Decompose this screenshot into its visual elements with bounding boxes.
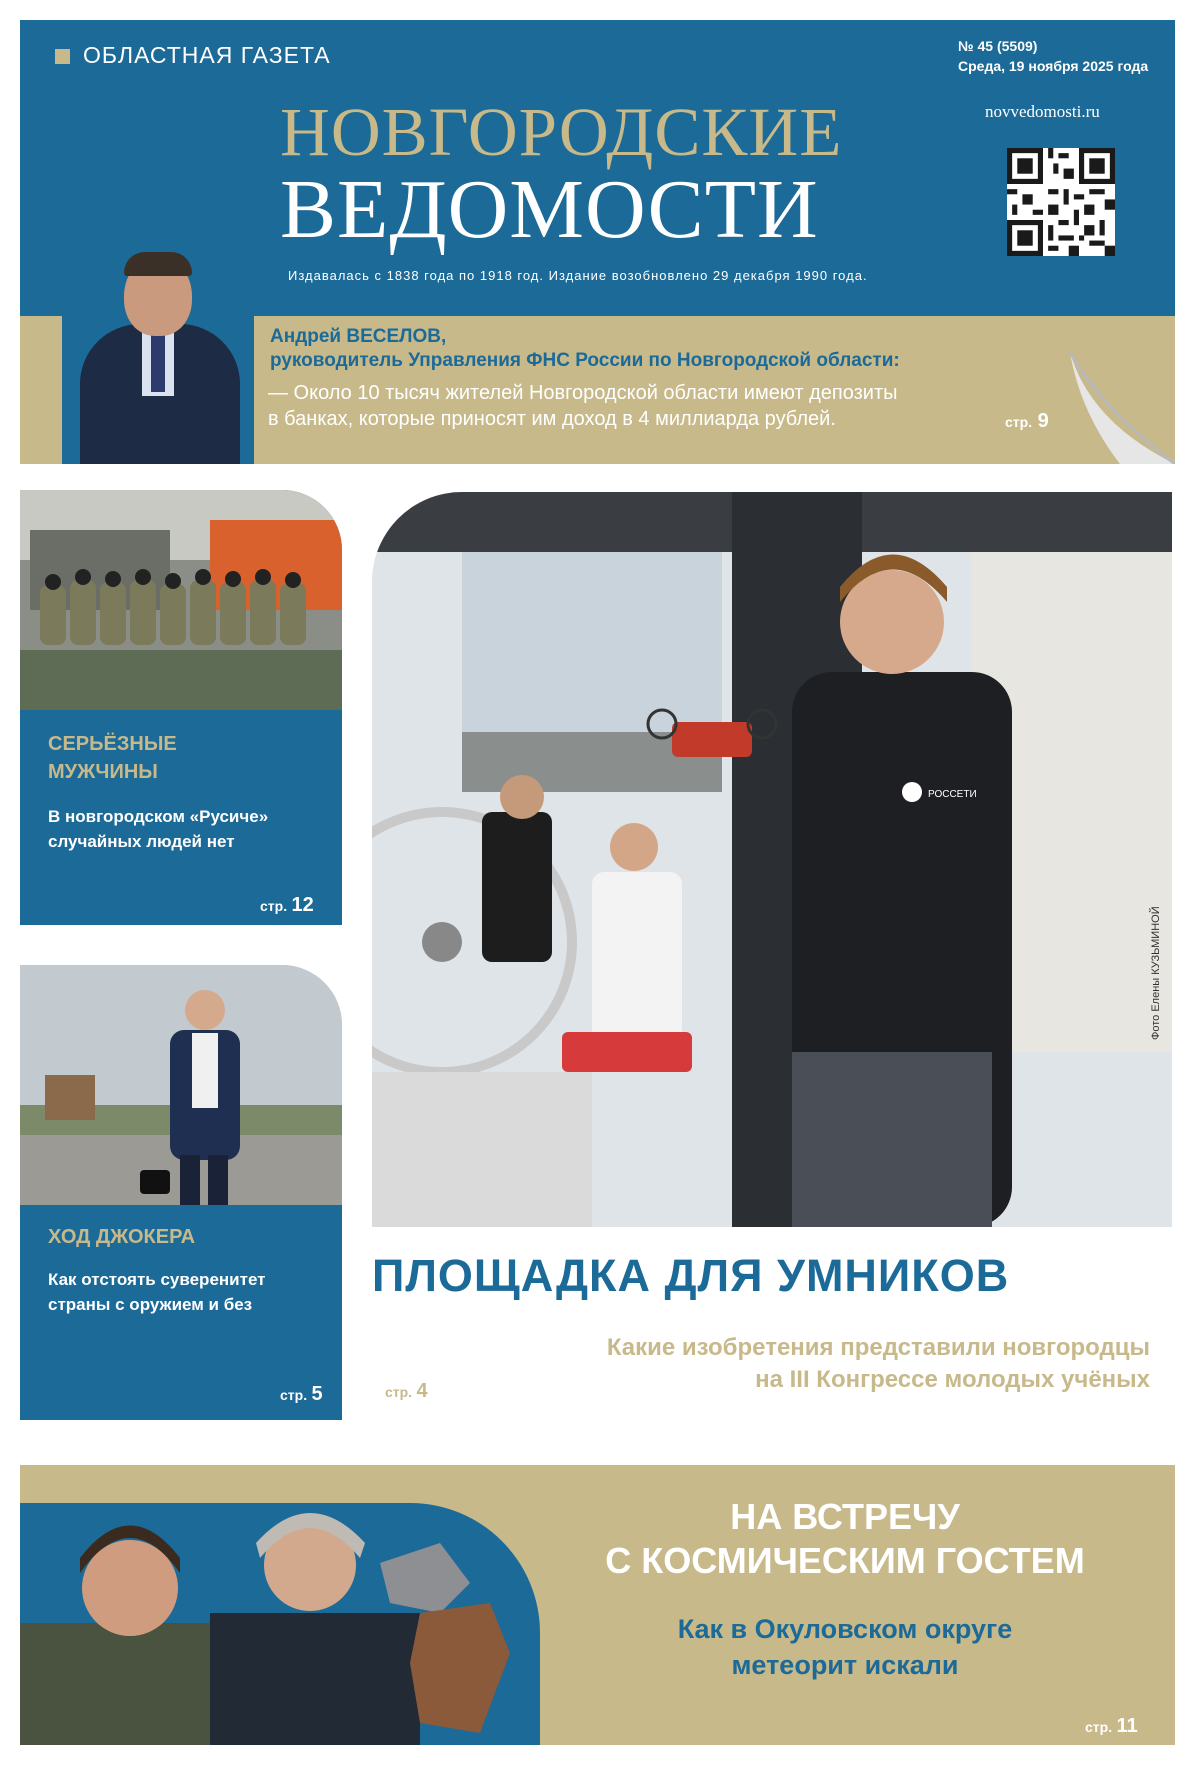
- story-card-rusich[interactable]: [20, 710, 342, 925]
- lead-subhead-line1: Какие изобретения представили новгородцы: [606, 1334, 1150, 1361]
- regional-label: ОБЛАСТНАЯ ГАЗЕТА: [83, 42, 331, 68]
- photo-credit: Фото Елены КУЗЬМИНОЙ: [1150, 906, 1162, 1040]
- quote-text-line2: в банках, которые приносят им доход в 4 миллиарда рублей.: [268, 408, 836, 430]
- square-bullet-icon: [55, 49, 70, 64]
- man-walking-photo: [20, 965, 342, 1205]
- lead-subhead-line2: на III Конгрессе молодых учёных: [755, 1366, 1150, 1393]
- page-number: 5: [311, 1383, 323, 1405]
- story-card-joker[interactable]: [20, 1205, 342, 1420]
- banner-page-ref[interactable]: [1085, 1715, 1138, 1738]
- card-subhead-line2: случайных людей нет: [48, 832, 235, 851]
- card-subhead-line2: страны с оружием и без: [48, 1295, 253, 1314]
- hoodie-logo-text: РОССЕТИ: [928, 789, 977, 800]
- banner-subhead-line1: Как в Окуловском округе: [677, 1614, 1013, 1644]
- page-label: стр.: [260, 898, 288, 914]
- card-headline: ХОД ДЖОКЕРА: [48, 1226, 196, 1248]
- card-page-ref: [260, 894, 314, 917]
- page-number: 9: [1037, 410, 1049, 432]
- lead-headline[interactable]: ПЛОЩАДКА ДЛЯ УМНИКОВ: [372, 1250, 1010, 1301]
- issue-number: № 45 (5509): [958, 38, 1038, 54]
- banner-subhead-line2: метеорит искали: [731, 1650, 959, 1680]
- page-label: стр.: [1085, 1719, 1113, 1735]
- page-label: стр.: [385, 1384, 413, 1400]
- banner-photo: [20, 1503, 540, 1745]
- quote-author-role: руководитель Управления ФНС России по Новгородской области:: [270, 350, 900, 371]
- portrait-photo: [62, 244, 254, 464]
- banner-headline-line1: НА ВСТРЕЧУ: [730, 1496, 960, 1537]
- page-label: стр.: [1005, 414, 1033, 430]
- card-headline-line1: СЕРЬЁЗНЫЕ: [48, 733, 177, 755]
- soldiers-photo: [20, 490, 342, 710]
- publication-history: Издавалась с 1838 года по 1918 год. Издание возобновлено 29 декабря 1990 года.: [288, 268, 868, 283]
- page-label: стр.: [280, 1387, 308, 1403]
- banner-headline-line2: С КОСМИЧЕСКИМ ГОСТЕМ: [605, 1540, 1085, 1581]
- newspaper-title-line1: НОВГОРОДСКИЕ: [280, 94, 843, 170]
- page-curl-icon: [1060, 352, 1175, 464]
- lead-photo: [372, 492, 1172, 1227]
- page-number: 11: [1116, 1715, 1138, 1737]
- qr-code-icon[interactable]: [1007, 148, 1115, 256]
- newspaper-title-line2: ВЕДОМОСТИ: [280, 163, 819, 256]
- card-headline-line2: МУЖЧИНЫ: [48, 761, 158, 783]
- card-subhead-line1: В новгородском «Русиче»: [48, 807, 269, 826]
- website-link[interactable]: novvedomosti.ru: [985, 102, 1100, 121]
- card-page-ref: [280, 1383, 323, 1406]
- issue-date: Среда, 19 ноября 2025 года: [958, 58, 1149, 74]
- quote-text-line1: — Около 10 тысяч жителей Новгородской области имеют депозиты: [268, 382, 898, 404]
- quote-author-name: Андрей ВЕСЕЛОВ,: [270, 326, 447, 347]
- page-number: 12: [291, 894, 314, 916]
- lead-page-ref[interactable]: [385, 1380, 428, 1403]
- card-subhead-line1: Как отстоять суверенитет: [48, 1270, 266, 1289]
- page-number: 4: [416, 1380, 428, 1402]
- quote-page-ref[interactable]: [1005, 410, 1049, 433]
